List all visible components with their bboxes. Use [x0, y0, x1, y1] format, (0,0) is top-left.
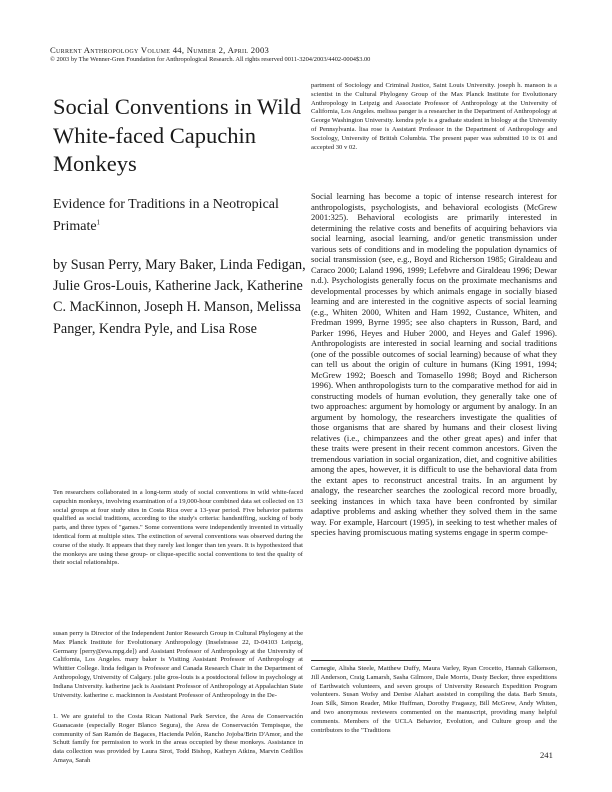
subtitle-text: Evidence for Traditions in a Neotropical Primate [53, 197, 279, 234]
acknowledgment-footnote: 1. We are grateful to the Costa Rican National Park Service, the Area de Conservación Guanacaste (especially Roger Blanco Segura), the Area de Conservación Tempisque, the community of San Ramón de Bagaces, Hacienda Pelón, Rancho Jojoba/Brin D'Amor, and the Schutt family for permission to work in the areas occupied by these monkeys. Assistance in data collection was provided by Laura Sirot, Todd Bishop, Kathryn Atkins, Marvin Cedillos Amaya, Sarah [53, 713, 303, 764]
page-number: 241 [540, 750, 553, 760]
author-bios: susan perry is Director of the Independent Junior Research Group in Cultural Phylogeny at the Max Planck Institute for Evolutionary Anthropology (Inselstrasse 22, D-04103 Leipzig, Germany [perry@eva.mpg.de]) and Assistant Professor of Anthropology at the University of California, Los Angeles. mary baker is Visiting Assistant Professor of Anthropology at Whittier College. linda fedigan is Professor and Canada Research Chair in the Department of Anthropology, University of Calgary. julie gros-louis is a postdoctoral fellow in psychology at Indiana University. katherine jack is Assistant Professor of Anthropology at Appalachian State University. katherine c. mackinnon is Assistant Professor of Anthropology in the De- [53, 630, 303, 699]
journal-citation: Current Anthropology Volume 44, Number 2, April 2003 [50, 45, 270, 55]
author-bios-continued: partment of Sociology and Criminal Justice, Saint Louis University. joseph h. manson is a scientist in the Cultural Phylogeny Group of the Max Planck Institute for Evolutionary Anthropology in Leipzig and Associate Professor of Anthropology at the University of California, Los Angeles. melissa panger is a researcher in the Department of Anthropology at George Washington University. kendra pyle is a graduate student in biology at the University of Pennsylvania. lisa rose is Assistant Professor in the Department of Anthropology and Sociology, University of British Columbia. The present paper was submitted 10 ix 01 and accepted 30 v 02. [311, 82, 557, 151]
abstract: Ten researchers collaborated in a long-term study of social conventions in wild white-faced capuchin monkeys, involving examination of a 19,000-hour combined data set collected on 13 social groups at four study sites in Costa Rica over a 13-year period. Five behavior patterns qualified as social traditions, according to the study's criteria: handsniffing, sucking of body parts, and three types of "games." Some conventions were independently invented in virtually identical form at multiple sites. The extinction of several conventions was observed during the course of the study. It appears that they rarely last longer than ten years. It is hypothesized that the monkeys are using these group- or clique-specific social conventions to test the quality of their social relationships. [53, 489, 303, 567]
subtitle-footnote-marker: 1 [96, 218, 101, 227]
copyright-line: © 2003 by The Wenner-Gren Foundation for Anthropological Research. All rights reserved 0011-3204/2003/4402-0004$3.00 [50, 56, 371, 63]
author-list: by Susan Perry, Mary Baker, Linda Fedigan, Julie Gros-Louis, Katherine Jack, Katherine C. MacKinnon, Joseph H. Manson, Melissa Panger, Kendra Pyle, and Lisa Rose [53, 257, 306, 337]
running-header [50, 45, 570, 64]
article-title: Social Conventions in Wild White-faced Capuchin Monkeys [53, 94, 302, 176]
article-subtitle [53, 194, 313, 238]
footnote-rule [311, 660, 431, 661]
body-text: Social learning has become a topic of intense research interest for anthropologists, psychologists, and behavioral ecologists (McGrew 2001:325). Behavioral ecologists are primarily interested in determining the relative costs and benefits of acquiring behaviors via social learning, asocial learning, and/or genetic transmission under various sets of conditions and in modeling the population dynamics of social transmission (see, e.g., Boyd and Richerson 1985; Giraldeau and Caraco 2000; Laland 1996, 1999; Lefebvre and Giraldeau 1996; Dewar n.d.). Psychologists generally focus on the proximate mechanisms and developmental processes by which animals engage in socially biased learning and are interested in the cognitive aspects of social learning (e.g., Whiten 2000, Whiten and Ham 1992, Custance, Whiten, and Fredman 1999, Byrne 1995; see also chapters in Russon, Bard, and Parker 1996, Heyes and Huber 2000, and Heyes and Galef 1996). Anthropologists are interested in social learning and social traditions (one of the possible outcomes of social learning) because of what they can tell us about the origin of culture in humans (King 1991, 1994; McGrew 1992; Boesch and Tomasello 1998; Boyd and Richerson 1996). When anthropologists turn to the comparative method for aid in constructing models of human evolution, they generally take one of two approaches: argument by homology or argument by analogy. In an argument by homology, the researchers investigate the qualities of those organisms that are shared by humans and their closest living relatives (i.e., chimpanzees and the other great apes) and infer that these traits were present in their recent common ancestors. Given the tremendous variation in social organization, diet, and cognitive abilities among the apes, however, it is difficult to use the behavioral data from the extant apes to reconstruct ancestral traits. In an argument by analogy, the researcher searches the zoological record more broadly, seeking instances in which taxa have been confronted by similar adaptive problems and asking whether they solved them in the same way. For example, Harcourt (1995), in seeking to test whether males of species having promiscuous mating systems engage in sperm compe- [311, 191, 557, 537]
acknowledgment-footnote-continued: Carnegie, Alisha Steele, Matthew Duffy, Maura Varley, Ryan Crocetto, Hannah Gilkenson, Jill Anderson, Craig Lamarsh, Sasha Gilmore, Dale Morris, Dusty Becker, three expeditions of Earthwatch volunteers, and seven groups of University Research Expedition Program volunteers. Susan Wofsy and Denise Alahart assisted in compiling the data. Barb Smuts, Joan Silk, Simon Reader, Mike Huffman, Dorothy Fragaszy, Bill McGrew, Andy Whiten, and two anonymous reviewers commented on the manuscript, providing many helpful comments. Members of the UCLA Behavior, Evolution, and Culture group and the contributors to the "Traditions [311, 665, 557, 734]
